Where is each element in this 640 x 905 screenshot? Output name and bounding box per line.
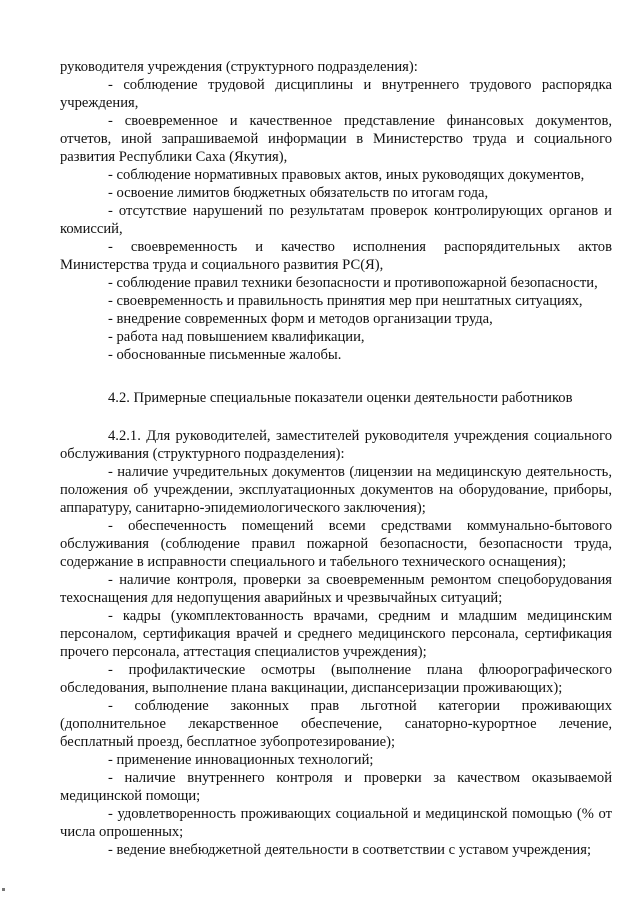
paragraph-continuation: руководителя учреждения (структурного подразделения): xyxy=(60,59,418,75)
section-heading: 4.2. Примерные специальные показатели оценки деятельности работников xyxy=(108,390,573,406)
subsection-intro: 4.2.1. Для руководителей, заместителей руководителя учреждения социального обслуживания (структурного подразделения): xyxy=(60,428,612,462)
list-item: - своевременность и правильность принятия мер при нештатных ситуациях, xyxy=(108,293,583,309)
list-item: - наличие внутреннего контроля и проверки за качеством оказываемой медицинской помощи; xyxy=(60,770,612,804)
list-item: - своевременность и качество исполнения распорядительных актов Министерства труда и социального развития РС(Я), xyxy=(60,239,612,273)
list-item: - работа над повышением квалификации, xyxy=(108,329,365,345)
list-item: - отсутствие нарушений по результатам проверок контролирующих органов и комиссий, xyxy=(60,203,612,237)
list-item: - кадры (укомплектованность врачами, средним и младшим медицинским персоналом, сертификация врачей и среднего медицинского персонала, сертификация прочего персонала, аттестация специалистов учреждения); xyxy=(60,608,612,660)
list-item: - обоснованные письменные жалобы. xyxy=(108,347,342,363)
list-item: - обеспеченность помещений всеми средствами коммунально-бытового обслуживания (соблюдение правил пожарной безопасности, безопасности труда, содержание в исправности специального и табельного технического оснащения); xyxy=(60,518,612,570)
list-item: - профилактические осмотры (выполнение плана флюорографического обследования, выполнение плана вакцинации, диспансеризации проживающих); xyxy=(60,662,612,696)
list-item: - удовлетворенность проживающих социальной и медицинской помощью (% от числа опрошенных; xyxy=(60,806,612,840)
scan-speck xyxy=(2,888,5,891)
list-item: - своевременное и качественное представление финансовых документов, отчетов, иной запрашиваемой информации в Министерство труда и социального развития Республики Саха (Якутия), xyxy=(60,113,612,165)
list-item: - освоение лимитов бюджетных обязательств по итогам года, xyxy=(108,185,489,201)
list-item: - соблюдение правил техники безопасности и противопожарной безопасности, xyxy=(108,275,598,291)
list-item: - внедрение современных форм и методов организации труда, xyxy=(108,311,493,327)
list-item: - соблюдение нормативных правовых актов, иных руководящих документов, xyxy=(108,167,585,183)
list-item: - ведение внебюджетной деятельности в соответствии с уставом учреждения; xyxy=(108,842,591,858)
document-page xyxy=(60,58,612,859)
list-item: - соблюдение законных прав льготной категории проживающих (дополнительное лекарственное обеспечение, санаторно-курортное лечение, бесплатный проезд, бесплатное зубопротезирование); xyxy=(60,698,612,750)
list-item: - применение инновационных технологий; xyxy=(108,752,374,768)
list-item: - наличие учредительных документов (лицензии на медицинскую деятельность, положения об учреждении, эксплуатационных документов на оборудование, приборы, аппаратуру, санитарно-эпидемиологического заключения); xyxy=(60,464,612,516)
list-item: - соблюдение трудовой дисциплины и внутреннего трудового распорядка учреждения, xyxy=(60,77,612,111)
list-item: - наличие контроля, проверки за своевременным ремонтом спецоборудования техоснащения для недопущения аварийных и чрезвычайных ситуаций; xyxy=(60,572,612,606)
